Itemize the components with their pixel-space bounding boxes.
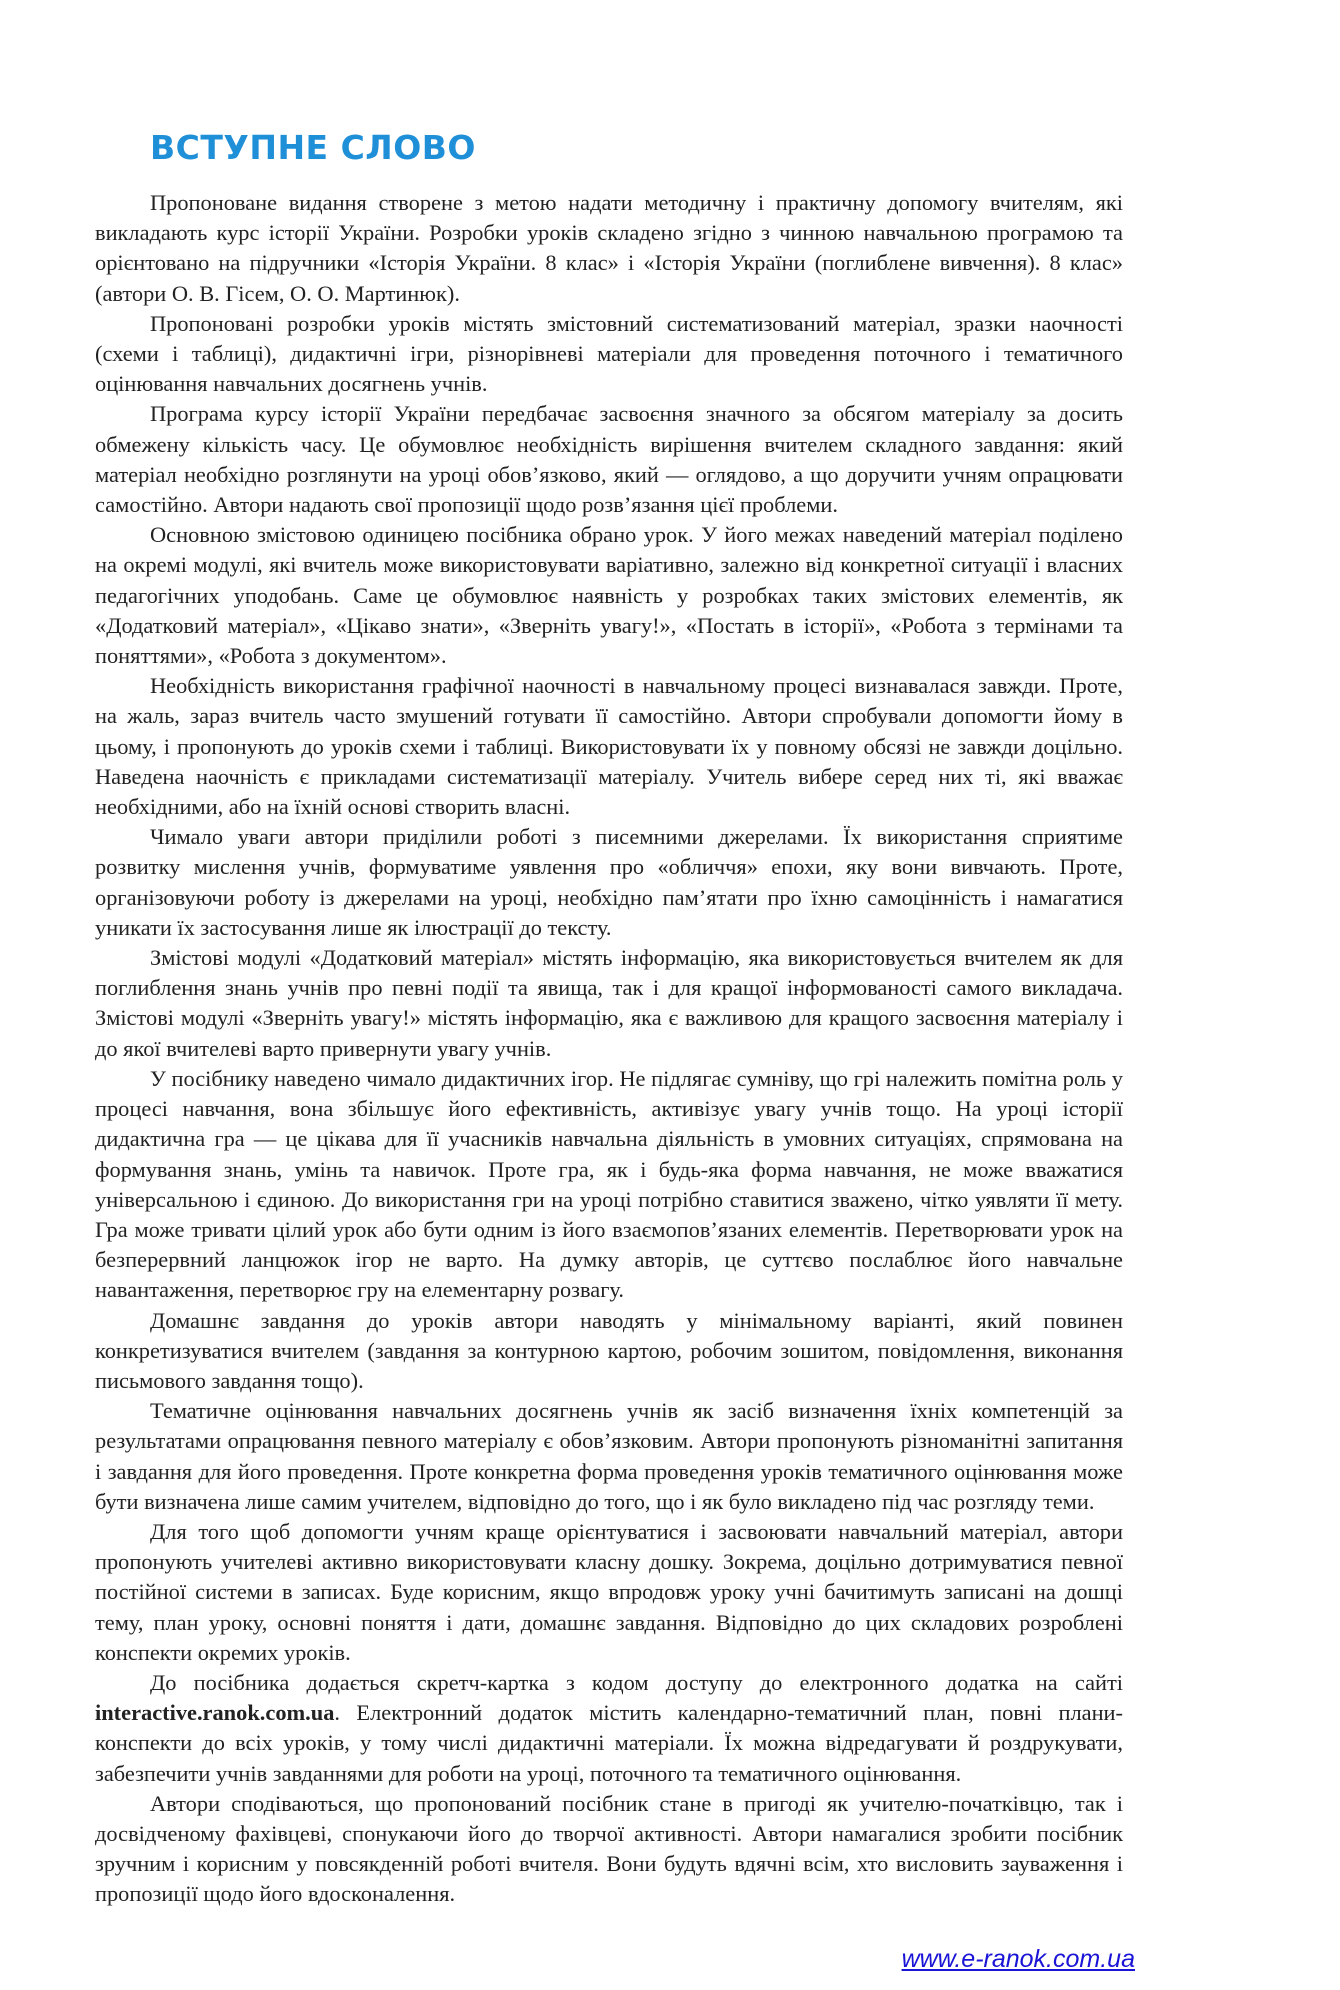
paragraph-games: У посібнику наведено чимало дидактичних ігор. Не підлягає сумніву, що грі належить помітна роль у процесі навчання, вона збільшує його ефективність, активізує увагу учнів тощо. На уроці історії дидактична гра — це цікава для її учасників навчальна діяльність в умовних ситуаціях, спрямована на формування знань, умінь та навичок. Проте гра, як і будь-яка форма навчання, не може вважатися універсальною і єдиною. До використання гри на уроці потрібно ставитися зважено, чітко уявляти її мету. Гра може тривати цілий урок або бути одним із його взаємопов’язаних елементів. Перетворювати урок на безперервний ланцюжок ігор не варто. На думку авторів, це суттєво послаблює його навчальне навантаження, перетворює гру на елементарну розвагу.: [95, 1065, 1123, 1303]
paragraph-program: Програма курсу історії України передбачає засвоєння значного за обсягом матеріалу за досить обмежену кількість часу. Це обумовлює необхідність вирішення вчителем складного завдання: який матеріал необхідно розглянути на уроці обов’язково, який — оглядово, а що доручити учням опрацювати самостійно. Автори надають свої пропозиції щодо розв’язання цієї проблеми.: [95, 401, 1123, 518]
paragraph-closing: Автори сподіваються, що пропонований посібник стане в пригоді як учителю-початківцю, так і досвідченому фахівцеві, спонукаючи його до творчої активності. Автори намагалися зробити посібник зручним і корисним у повсякденній роботі вчителя. Вони будуть вдячні всім, хто висловить зауваження і пропозиції щодо його вдосконалення.: [95, 1790, 1123, 1907]
supplement-text-before: До посібника додається скретч-картка з кодом доступу до електронного додатка на сайті: [150, 1669, 1123, 1695]
paragraph-visuals: Необхідність використання графічної наочності в навчальному процесі визнавалася завжди. Проте, на жаль, зараз вчитель часто змушений готувати її самостійно. Автори спробували допомогти йому в цьому, і пропонують до уроків схеми і таблиці. Використовувати їх у повному обсязі не завжди доцільно. Наведена наочність є прикладами систематизації матеріалу. Учитель вибере серед них ті, які вважає необхідними, або на їхній основі створить власні.: [95, 673, 1123, 820]
supplement-text-after: . Електронний додаток містить календарно-тематичний план, повні плани-конспекти до всіх уроків, у тому числі дидактичні матеріали. Їх можна відредагувати й роздрукувати, забезпечити учнів завданнями для роботи на уроці, поточного та тематичного оцінювання.: [95, 1700, 1123, 1786]
publisher-website-link[interactable]: www.e-ranok.com.ua: [901, 1945, 1135, 1973]
paragraph-online-supplement: [95, 1668, 1123, 1789]
document-body: [95, 188, 1123, 1910]
paragraph-blackboard: Для того щоб допомогти учням краще орієнтуватися і засвоювати навчальний матеріал, автори пропонують учителеві активно використовувати класну дошку. Зокрема, доцільно дотримуватися певної постійної системи в записах. Буде корисним, якщо впродовж уроку учні бачитимуть записані на дошці тему, план уроку, основні поняття і дати, домашнє завдання. Відповідно до цих складових розроблені конспекти окремих уроків.: [95, 1518, 1123, 1665]
supplement-site: interactive.ranok.com.ua: [95, 1700, 335, 1726]
paragraph-content: Пропоновані розробки уроків містять змістовний систематизований матеріал, зразки наочності (схеми і таблиці), дидактичні ігри, різнорівневі матеріали для проведення поточного і тематичного оцінювання навчальних досягнень учнів.: [95, 310, 1123, 397]
page-title: ВСТУПНЕ СЛОВО: [150, 128, 476, 167]
paragraph-assessment: Тематичне оцінювання навчальних досягнень учнів як засіб визначення їхніх компетенцій за результатами опрацювання певного матеріалу є обов’язковим. Автори пропонують різноманітні запитання і завдання для його проведення. Проте конкретна форма проведення уроків тематичного оцінювання може бути визначена лише самим учителем, відповідно до того, що і як було викладено під час розгляду теми.: [95, 1398, 1123, 1514]
paragraph-modules: Змістові модулі «Додатковий матеріал» містять інформацію, яка використовується вчителем як для поглиблення знань учнів про певні події та явища, так і для кращої інформованості самого викладача. Змістові модулі «Зверніть увагу!» містять інформацію, яка є важливою для кращого засвоєння матеріалу і до якої вчителеві варто привернути увагу учнів.: [95, 945, 1123, 1061]
paragraph-lesson-unit: Основною змістовою одиницею посібника обрано урок. У його межах наведений матеріал поділено на окремі модулі, які вчитель може використовувати варіативно, залежно від конкретної ситуації і власних педагогічних уподобань. Саме це обумовлює наявність у розробках таких змістових елементів, як «Додатковий матеріал», «Цікаво знати», «Зверніть увагу!», «Постать в історії», «Робота з термінами та поняттями», «Робота з документом».: [95, 522, 1123, 669]
paragraph-sources: Чимало уваги автори приділили роботі з писемними джерелами. Їх використання сприятиме розвитку мислення учнів, формуватиме уявлення про «обличчя» епохи, яку вони вивчають. Проте, організовуючи роботу із джерелами на уроці, необхідно пам’ятати про їхню самоцінність і намагатися уникати їх застосування лише як ілюстрації до тексту.: [95, 824, 1123, 940]
paragraph-homework: Домашнє завдання до уроків автори наводять у мінімальному варіанті, який повинен конкретизуватися вчителем (завдання за контурною картою, робочим зошитом, повідомлення, виконання письмового завдання тощо).: [95, 1307, 1123, 1393]
paragraph-intro: Пропоноване видання створене з метою надати методичну і практичну допомогу вчителям, які викладають курс історії України. Розробки уроків складено згідно з чинною навчальною програмою та орієнтовано на підручники «Історія України. 8 клас» і «Історія України (поглиблене вивчення). 8 клас» (автори О. В. Гісем, О. О. Мартинюк).: [95, 190, 1123, 306]
